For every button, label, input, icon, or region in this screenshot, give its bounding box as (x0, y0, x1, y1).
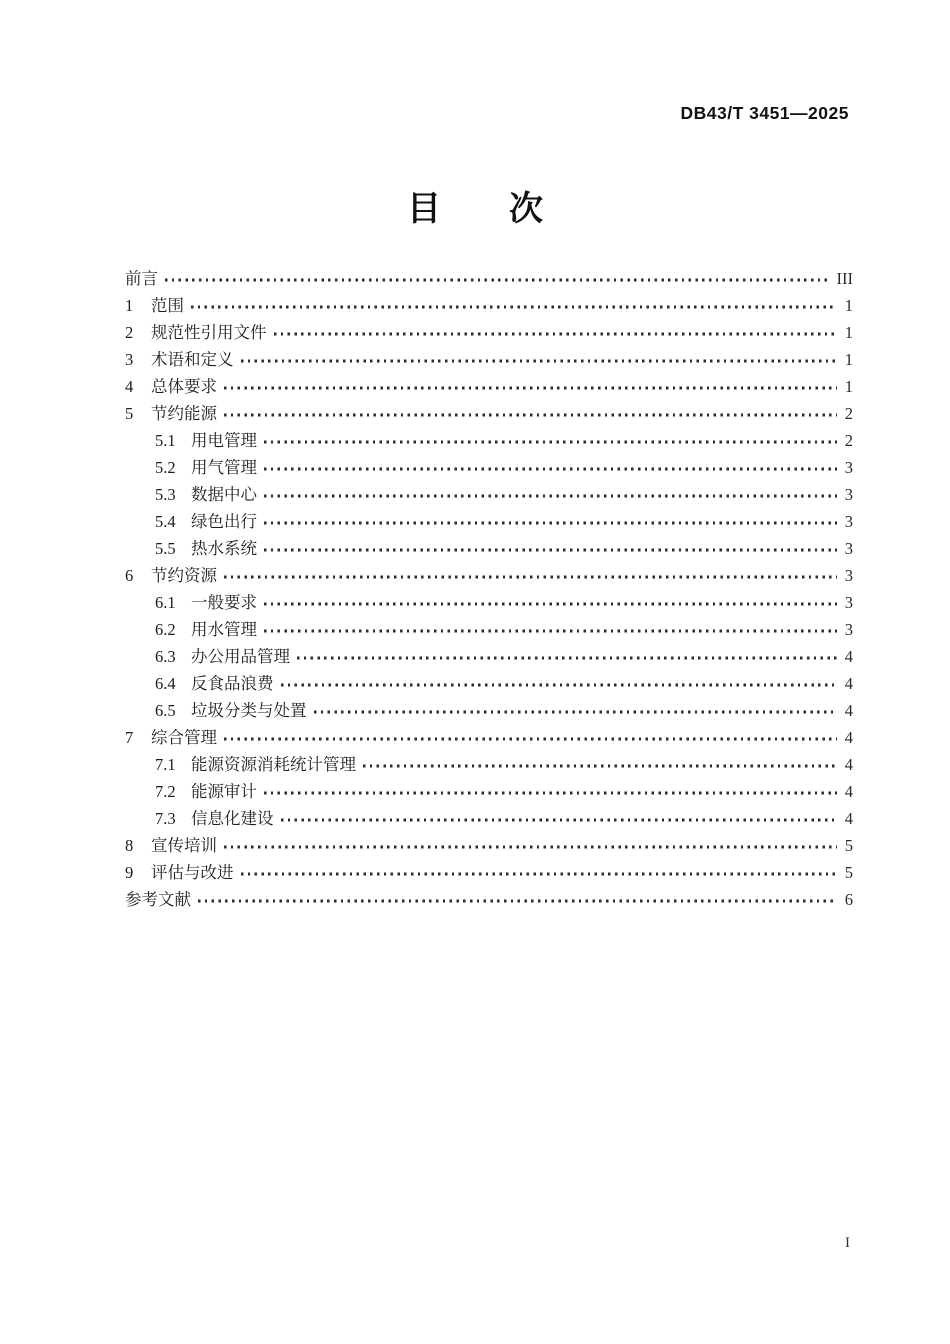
toc-entry-label: 能源资源消耗统计管理 (191, 755, 356, 774)
toc-entry-number: 7.1 (155, 755, 176, 774)
toc-entry (125, 832, 853, 859)
toc-entry-number: 7.2 (155, 782, 176, 801)
toc-entry-page: III (836, 269, 853, 288)
toc-entry (125, 751, 853, 778)
toc-entry-label: 总体要求 (151, 377, 217, 396)
toc-entry-number: 2 (125, 323, 134, 342)
toc-entry (125, 292, 853, 319)
toc-entry-page: 4 (844, 728, 853, 747)
toc-entry-label: 办公用品管理 (191, 647, 290, 666)
toc-entry-label: 宣传培训 (151, 836, 217, 855)
toc-entry-page: 2 (844, 431, 853, 450)
toc-entry-label: 反食品浪费 (191, 674, 274, 693)
toc-entry-page: 5 (844, 836, 853, 855)
toc-leader-dots (165, 279, 829, 281)
toc-entry-page: 3 (844, 566, 853, 585)
toc-leader-dots (264, 495, 837, 497)
toc-entry-page: 2 (844, 404, 853, 423)
toc-list (125, 265, 853, 913)
toc-entry (125, 481, 853, 508)
toc-entry-label: 前言 (125, 269, 158, 288)
toc-leader-dots (264, 549, 837, 551)
toc-entry-number: 1 (125, 296, 134, 315)
toc-entry-page: 4 (844, 647, 853, 666)
toc-entry-label: 范围 (151, 296, 184, 315)
toc-leader-dots (274, 333, 837, 335)
toc-leader-dots (297, 657, 837, 659)
toc-entry-page: 4 (844, 755, 853, 774)
toc-leader-dots (363, 765, 837, 767)
toc-leader-dots (224, 387, 837, 389)
toc-entry-label: 用气管理 (191, 458, 257, 477)
toc-entry (125, 589, 853, 616)
toc-leader-dots (264, 603, 837, 605)
toc-entry-label: 术语和定义 (151, 350, 234, 369)
toc-entry (125, 319, 853, 346)
toc-leader-dots (264, 792, 837, 794)
toc-entry-page: 4 (844, 674, 853, 693)
toc-entry (125, 535, 853, 562)
toc-entry-number: 6.4 (155, 674, 176, 693)
toc-entry-number: 7 (125, 728, 134, 747)
toc-entry-label: 垃圾分类与处置 (191, 701, 307, 720)
toc-entry-label: 规范性引用文件 (151, 323, 267, 342)
toc-entry (125, 373, 853, 400)
toc-entry-page: 5 (844, 863, 853, 882)
toc-entry (125, 778, 853, 805)
toc-entry-label: 节约能源 (151, 404, 217, 423)
toc-entry-number: 5.5 (155, 539, 176, 558)
toc-entry-page: 3 (844, 512, 853, 531)
toc-entry-page: 6 (844, 890, 853, 909)
toc-leader-dots (264, 441, 837, 443)
toc-entry (125, 886, 853, 913)
toc-entry-label: 用水管理 (191, 620, 257, 639)
toc-entry-page: 4 (844, 701, 853, 720)
toc-leader-dots (224, 576, 837, 578)
toc-leader-dots (314, 711, 837, 713)
toc-entry-page: 3 (844, 539, 853, 558)
toc-entry-number: 4 (125, 377, 134, 396)
toc-entry (125, 265, 853, 292)
toc-entry-number: 5.4 (155, 512, 176, 531)
toc-entry-number: 8 (125, 836, 134, 855)
toc-entry (125, 859, 853, 886)
toc-leader-dots (264, 468, 837, 470)
toc-entry-page: 3 (844, 485, 853, 504)
toc-entry-page: 1 (844, 377, 853, 396)
toc-entry-number: 7.3 (155, 809, 176, 828)
toc-entry-number: 6.5 (155, 701, 176, 720)
toc-leader-dots (224, 738, 837, 740)
toc-leader-dots (224, 414, 837, 416)
toc-entry-label: 综合管理 (151, 728, 217, 747)
doc-standard-code: DB43/T 3451—2025 (680, 103, 849, 123)
toc-entry (125, 562, 853, 589)
toc-leader-dots (281, 684, 837, 686)
toc-entry (125, 697, 853, 724)
toc-entry (125, 643, 853, 670)
toc-entry (125, 400, 853, 427)
toc-entry-label: 信息化建设 (191, 809, 274, 828)
toc-entry-page: 4 (844, 782, 853, 801)
toc-leader-dots (264, 522, 837, 524)
toc-leader-dots (198, 900, 837, 902)
toc-entry-label: 能源审计 (191, 782, 257, 801)
toc-entry-label: 节约资源 (151, 566, 217, 585)
toc-entry-label: 热水系统 (191, 539, 257, 558)
toc-entry (125, 454, 853, 481)
toc-entry-label: 评估与改进 (151, 863, 234, 882)
toc-entry-number: 6.1 (155, 593, 176, 612)
toc-entry-number: 9 (125, 863, 134, 882)
toc-leader-dots (281, 819, 837, 821)
toc-entry-number: 6.3 (155, 647, 176, 666)
toc-entry-page: 4 (844, 809, 853, 828)
toc-leader-dots (264, 630, 837, 632)
toc-entry-number: 5.3 (155, 485, 176, 504)
toc-leader-dots (241, 873, 837, 875)
toc-entry (125, 670, 853, 697)
toc-entry-label: 绿色出行 (191, 512, 257, 531)
toc-entry (125, 427, 853, 454)
toc-leader-dots (224, 846, 837, 848)
toc-entry-number: 5.2 (155, 458, 176, 477)
toc-leader-dots (191, 306, 837, 308)
toc-entry (125, 346, 853, 373)
toc-entry-label: 参考文献 (125, 890, 191, 909)
toc-entry-page: 1 (844, 296, 853, 315)
toc-entry-page: 1 (844, 323, 853, 342)
toc-entry-number: 5.1 (155, 431, 176, 450)
page-title: 目 次 (407, 190, 543, 228)
toc-entry-number: 3 (125, 350, 134, 369)
toc-entry-number: 6 (125, 566, 134, 585)
toc-entry-page: 3 (844, 620, 853, 639)
toc-entry-page: 1 (844, 350, 853, 369)
toc-entry (125, 805, 853, 832)
toc-entry-number: 6.2 (155, 620, 176, 639)
toc-entry-label: 数据中心 (191, 485, 257, 504)
toc-entry (125, 616, 853, 643)
toc-leader-dots (241, 360, 837, 362)
footer-page-number: I (845, 1235, 850, 1251)
toc-entry (125, 724, 853, 751)
toc-entry-label: 一般要求 (191, 593, 257, 612)
toc-entry-page: 3 (844, 458, 853, 477)
toc-entry-number: 5 (125, 404, 134, 423)
toc-entry-label: 用电管理 (191, 431, 257, 450)
toc-entry (125, 508, 853, 535)
toc-entry-page: 3 (844, 593, 853, 612)
